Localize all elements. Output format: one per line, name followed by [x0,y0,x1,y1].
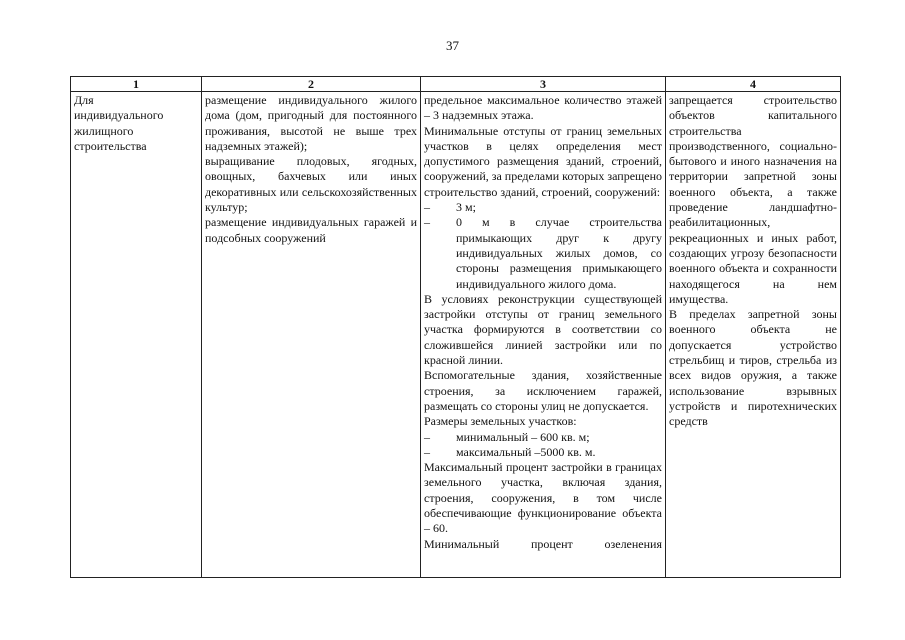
land-use-line: индивидуального [74,108,164,123]
list-item: – 3 м; [424,200,476,215]
reconstruction-paragraph: В условиях реконструкции существующей застройки отступы от границ земельного участка формируются в соответствии со сложившейся линией застройки или по красной линии. [424,291,662,368]
list-item: – максимальный –5000 кв. м. [424,444,596,459]
restriction-paragraph: В пределах запретной зоны военного объекта не допускается устройство стрельбищ и тиров, стрельба из всех видов оружия, а также использование взрывных устройств и пиротехнических средств [669,307,837,429]
column-header-2: 2 [202,77,421,92]
land-use-line: Для [74,93,94,107]
max-coverage-paragraph: Максимальный процент застройки в границах земельного участка, включая здания, строения, сооружения, в том числе обеспечивающие функционирование объекта – 60. [424,460,662,536]
permitted-use-paragraph: размещение индивидуального жилого дома (дом, пригодный для постоянного проживания, высотой не выше трех надземных этажей); [205,93,417,153]
permitted-use-paragraph: размещение индивидуальных гаражей и подсобных сооружений [205,215,417,245]
permitted-use-paragraph: выращивание плодовых, ягодных, овощных, бахчевых или иных декоративных или сельскохозяйственных культур; [205,154,417,215]
column-header-3: 3 [421,77,666,92]
column-header-4: 4 [666,77,841,92]
restrictions-cell [666,92,841,578]
land-use-line: жилищного [74,123,134,138]
plot-sizes-paragraph: Размеры земельных участков: [424,414,577,429]
land-use-type-cell [71,92,202,578]
auxiliary-buildings-paragraph: Вспомогательные здания, хозяйственные строения, за исключением гаражей, размещать со стороны улиц не допускается. [424,368,662,413]
list-item: – 0 м в случае строительства примыкающих друг к другу индивидуальных жилых домов, со стороны размещения примыкающего индивидуального жилого дома. [424,215,662,291]
setbacks-list [424,200,662,292]
setbacks-paragraph: Минимальные отступы от границ земельных участков в целях определения мест допустимого размещения зданий, строений, сооружений, за пределами которых запрещено строительство зданий, строений, сооружений: [424,123,663,199]
restriction-paragraph: запрещается строительство объектов капитального строительства производственного, социально-бытового и иного назначения на территории запретной зоны военного объекта, а также проведение ландшафтно-реабилитационных, рекреационных и иных работ, создающих угрозу безопасности военного объекта и сохранности находящегося на нем имущества. [669,93,837,306]
table-row [71,92,841,578]
table-header-row [71,77,841,92]
permitted-uses-cell [202,92,421,578]
plot-sizes-list [424,430,662,461]
list-item: – минимальный – 600 кв. м; [424,429,590,444]
regulations-table [70,76,841,578]
land-use-line: строительства [74,138,147,153]
floors-limit-paragraph: предельное максимальное количество этажей – 3 надземных этажа. [424,93,662,123]
column-header-1: 1 [71,77,202,92]
page-number: 37 [446,38,459,53]
min-greenery-paragraph: Минимальный процент озеленения [424,536,662,551]
parameters-cell [421,92,666,578]
